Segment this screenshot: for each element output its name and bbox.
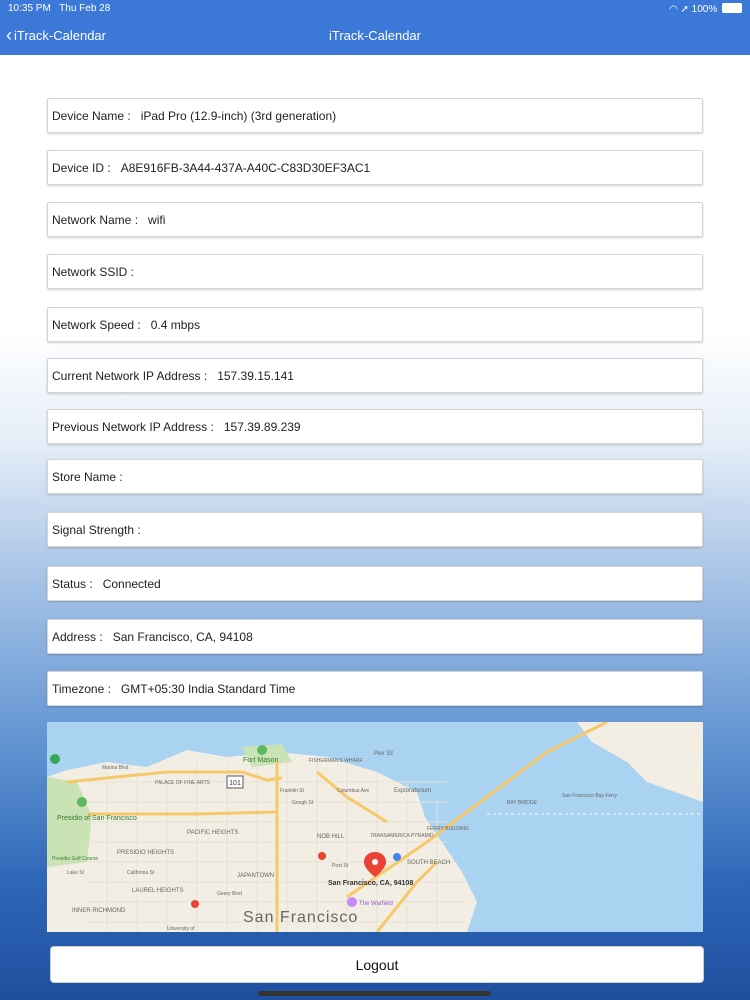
map-label: Post St <box>332 863 349 869</box>
previous-ip-field[interactable] <box>47 409 703 444</box>
location-icon: ➚ <box>680 4 689 15</box>
battery-percent: 100% <box>691 4 718 15</box>
field-label: Network Speed : <box>52 317 141 332</box>
city-label: San Francisco <box>243 909 359 926</box>
field-value: GMT+05:30 India Standard Time <box>120 681 296 696</box>
park-icon <box>257 745 267 755</box>
timezone-field[interactable] <box>47 671 703 706</box>
field-label: Network SSID : <box>52 264 135 279</box>
map-label: NOB HILL <box>317 834 345 840</box>
map-label: Presidio of San Francisco <box>57 815 137 822</box>
current-ip-field[interactable] <box>47 358 703 393</box>
map-label: Marina Blvd <box>102 765 129 771</box>
map-label: The Warfield <box>359 901 393 907</box>
poi-icon <box>318 852 326 860</box>
field-label: Status : <box>52 576 93 591</box>
field-label: Device ID : <box>52 160 111 175</box>
field-label: Signal Strength : <box>52 522 141 537</box>
wifi-icon: ◠ <box>668 4 678 15</box>
map-label: PALACE OF FINE ARTS <box>155 780 210 786</box>
map-label: California St <box>127 870 155 876</box>
map-label: FISHERMAN'S WHARF <box>309 758 363 764</box>
field-value: 157.39.15.141 <box>217 368 294 383</box>
page-title: iTrack-Calendar <box>329 28 421 43</box>
device-id-field[interactable] <box>47 150 703 185</box>
map-label: Presidio Golf Course <box>52 856 99 862</box>
highway-label: 101 <box>229 780 241 787</box>
map-label: LAUREL HEIGHTS <box>132 888 184 894</box>
field-value: 157.39.89.239 <box>223 419 301 434</box>
map-label: INNER RICHMOND <box>72 908 126 914</box>
map-label: Pier 33 <box>374 751 394 757</box>
map-label: Franklin St <box>280 788 304 794</box>
pin-label: San Francisco, CA, 94108 <box>328 880 414 887</box>
logout-button[interactable]: Logout <box>50 946 704 983</box>
venue-icon <box>347 897 357 907</box>
map-label: Lake St <box>67 870 84 876</box>
nav-bar <box>0 18 750 55</box>
status-field[interactable] <box>47 566 703 601</box>
map-label: University of <box>167 926 195 932</box>
map-label: TRANSAMERICA PYRAMID <box>370 833 434 839</box>
network-speed-field[interactable] <box>47 307 703 342</box>
field-value: wifi <box>148 212 166 227</box>
store-name-field[interactable] <box>47 459 703 494</box>
field-value: iPad Pro (12.9-inch) (3rd generation) <box>140 108 337 123</box>
field-label: Timezone : <box>52 681 111 696</box>
location-map[interactable] <box>47 722 703 932</box>
map-label: BAY BRIDGE <box>507 800 538 806</box>
map-label: SOUTH BEACH <box>407 860 451 866</box>
field-value: A8E916FB-3A44-437A-A40C-C83D30EF3AC1 <box>120 160 371 175</box>
chevron-left-icon: ‹ <box>6 25 12 45</box>
signal-strength-field[interactable] <box>47 512 703 547</box>
field-label: Store Name : <box>52 469 123 484</box>
map-label: FERRY BUILDING <box>427 826 469 832</box>
map-label: PACIFIC HEIGHTS <box>187 830 239 836</box>
park-icon <box>50 754 60 764</box>
battery-icon <box>722 3 742 13</box>
map-label: PRESIDIO HEIGHTS <box>117 850 175 856</box>
network-ssid-field[interactable] <box>47 254 703 289</box>
map-label: Columbus Ave <box>337 788 370 794</box>
poi-icon <box>191 900 199 908</box>
field-value: Connected <box>102 576 161 591</box>
field-label: Network Name : <box>52 212 139 227</box>
transit-icon <box>393 853 401 861</box>
map-label: San Francisco Bay Ferry <box>562 793 618 799</box>
address-field[interactable] <box>47 619 703 654</box>
status-indicators <box>669 3 742 15</box>
map-label: Fort Mason <box>243 757 279 764</box>
field-value: San Francisco, CA, 94108 <box>112 629 253 644</box>
map-label: JAPANTOWN <box>237 873 275 879</box>
back-label: iTrack-Calendar <box>14 27 106 43</box>
home-indicator <box>258 991 491 996</box>
field-label: Address : <box>52 629 103 644</box>
device-name-field[interactable] <box>47 98 703 133</box>
map-label: Geary Blvd <box>217 891 242 897</box>
status-time: 10:35 PM Thu Feb 28 <box>8 3 111 14</box>
field-value: 0.4 mbps <box>150 317 201 332</box>
park-icon <box>77 797 87 807</box>
map-label: Gough St <box>292 800 314 806</box>
field-label: Current Network IP Address : <box>52 368 208 383</box>
network-name-field[interactable] <box>47 202 703 237</box>
status-bar <box>0 0 750 18</box>
field-label: Previous Network IP Address : <box>52 419 214 434</box>
field-label: Device Name : <box>52 108 131 123</box>
map-label: Exploratorium <box>394 788 432 794</box>
